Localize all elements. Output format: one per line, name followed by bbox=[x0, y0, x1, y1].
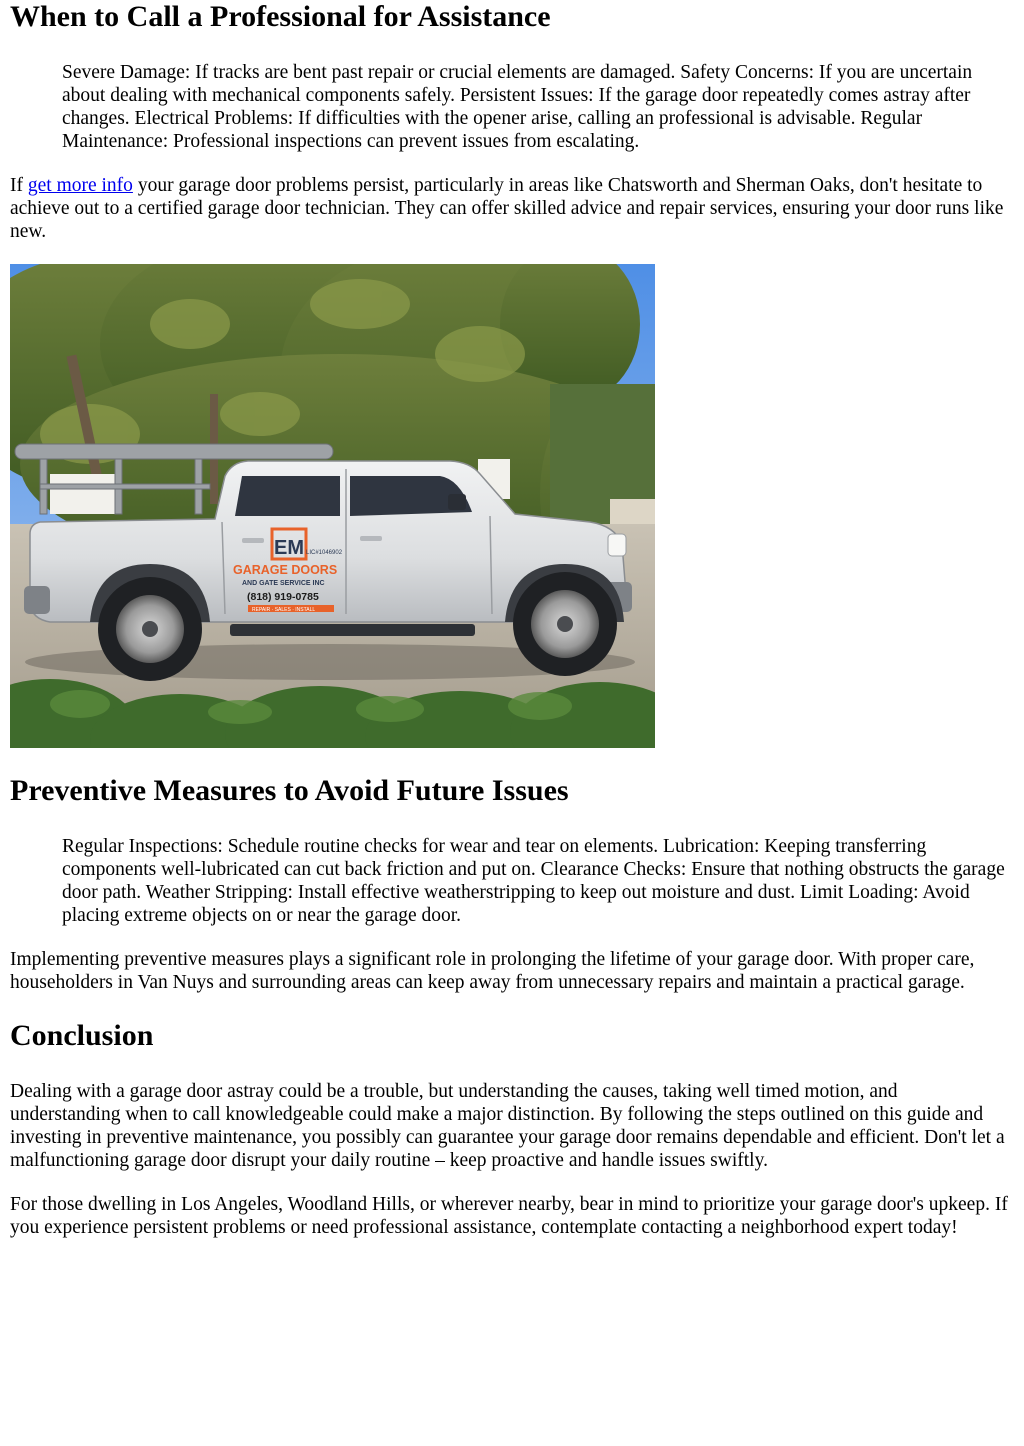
truck-photo bbox=[10, 264, 655, 748]
section-heading-conclusion: Conclusion bbox=[10, 1019, 154, 1052]
paragraph-text-start: If bbox=[10, 175, 28, 196]
paragraph-conclusion-1: Dealing with a garage door astray could be a trouble, but understanding the causes, taking well timed motion, and understanding when to call knowledgeable could make a major distinction. By following the steps outlined on this guide and investing in preventive maintenance, you possibly can guarantee your garage door remains dependable and efficient. Don't let a malfunctioning garage door disrupt your daily routine – keep proactive and handle issues swiftly. bbox=[10, 1081, 1005, 1171]
truck-photo-illustration bbox=[10, 264, 655, 748]
rear-wheel bbox=[98, 577, 202, 681]
paragraph-conclusion-2: For those dwelling in Los Angeles, Woodland Hills, or wherever nearby, bear in mind to prioritize your garage door's upkeep. If you experience persistent problems or need professional assistance, contemplate contacting a neighborhood expert today! bbox=[10, 1194, 1008, 1238]
paragraph-text-end: your garage door problems persist, particularly in areas like Chatsworth and Sherman Oaks, don't hesitate to achieve out to a certified garage door technician. They can offer skilled advice and repair services, ensuring your door runs like new. bbox=[10, 175, 1004, 242]
svg-text:EM: EM bbox=[274, 537, 304, 559]
svg-text:(818) 919-0785: (818) 919-0785 bbox=[247, 591, 319, 603]
section-heading-professional: When to Call a Professional for Assistance bbox=[10, 0, 551, 33]
svg-text:AND GATE SERVICE INC: AND GATE SERVICE INC bbox=[242, 580, 325, 587]
svg-text:GARAGE DOORS: GARAGE DOORS bbox=[233, 563, 338, 577]
blockquote-professional: Severe Damage: If tracks are bent past repair or crucial elements are damaged. Safety Concerns: If you are uncertain about dealing with mechanical components safely. Persistent Issues: If the garage door repeatedly comes astray after changes. Electrical Problems: If difficulties with the opener arise, calling an professional is advisable. Regular Maintenance: Professional inspections can prevent issues from escalating. bbox=[62, 62, 973, 152]
paragraph-professional bbox=[10, 174, 1010, 243]
svg-text:LIC#1046902: LIC#1046902 bbox=[306, 550, 343, 556]
front-wheel bbox=[513, 572, 617, 676]
blockquote-preventive: Regular Inspections: Schedule routine checks for wear and tear on elements. Lubrication: Keeping transferring components well-lubricated can cut back friction and put on. Clearance Checks: Ensure that nothing obstructs the garage door path. Weather Stripping: Install effective weatherstripping to keep out moisture and dust. Limit Loading: Avoid placing extreme objects on or near the garage door. bbox=[62, 836, 1005, 926]
svg-text:REPAIR · SALES · INSTALL: REPAIR · SALES · INSTALL bbox=[252, 607, 316, 613]
section-heading-preventive: Preventive Measures to Avoid Future Issues bbox=[10, 774, 569, 807]
get-more-info-link[interactable]: get more info bbox=[27, 175, 133, 196]
article bbox=[10, 0, 1010, 1239]
paragraph-preventive: Implementing preventive measures plays a significant role in prolonging the lifetime of your garage door. With proper care, householders in Van Nuys and surrounding areas can keep away from unnecessary repairs and maintain a practical garage. bbox=[10, 949, 975, 993]
